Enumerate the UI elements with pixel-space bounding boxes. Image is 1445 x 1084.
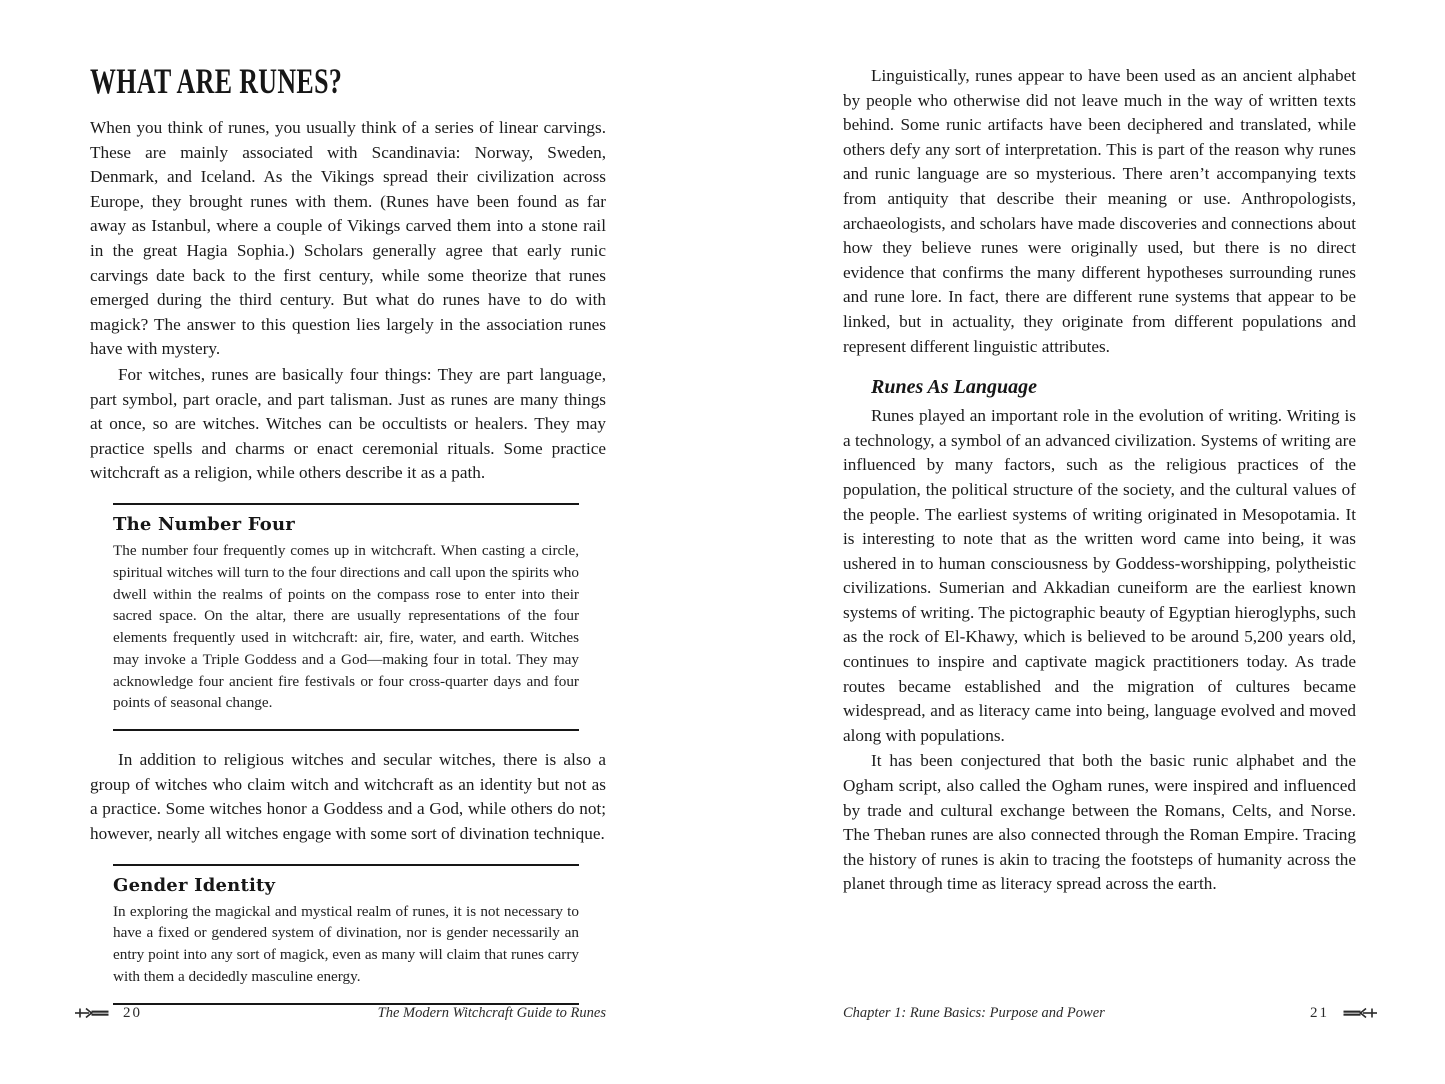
callout-body: In exploring the magickal and mystical realm of runes, it is not necessary to have a fixed or gendered system of divination, nor is gender necessarily an entry point into any sort of magick, even as many will claim that runes carry with them a decidedly masculine energy. — [113, 902, 579, 986]
callout-title: Gender Identity — [113, 874, 276, 896]
page-title: WHAT ARE RUNES? — [90, 61, 343, 101]
callout-box-the-number-four — [113, 503, 579, 731]
page-number: 20 — [123, 1004, 142, 1021]
left-page-footer — [75, 1002, 606, 1024]
right-page-footer — [843, 1002, 1377, 1024]
callout-box-gender-identity — [113, 864, 579, 1005]
callout-body: The number four frequently comes up in witchcraft. When casting a circle, spiritual witches will turn to the four directions and call upon the spirits who dwell within the realms of points on the compass rose to enter into their sacred space. On the altar, there are usually representations of the four elements frequently used in witchcraft: air, fire, water, and earth. Witches may invoke a Triple Goddess and a God—making four in total. They may acknowledge four ancient fire festivals or four cross-quarter days and four points of seasonal change. — [113, 541, 579, 712]
running-head-chapter-title: Chapter 1: Rune Basics: Purpose and Power — [843, 1004, 1105, 1021]
page-number: 21 — [1310, 1004, 1329, 1021]
paragraph-runes-as-language-2: It has been conjectured that both the basic runic alphabet and the Ogham script, also called the Ogham runes, were inspired and influenced by trade and cultural exchange between the Romans, Celts, and Norse. The Theban runes are also connected through the Roman Empire. Tracing the history of runes is akin to tracing the footsteps of humanity across the planet through time as literacy spread across the earth. — [843, 751, 1356, 894]
section-heading-runes-as-language: Runes As Language — [871, 376, 1037, 399]
right-page — [843, 64, 1356, 897]
left-page — [90, 60, 606, 1022]
paragraph-runes-as-language-1: Runes played an important role in the evolution of writing. Writing is a technology, a symbol of an advanced civilization. Systems of writing are influenced by many factors, such as the religious practices of the population, the political structure of the society, and the cultural values of the people. The earliest systems of writing originated in Mesopotamia. It is interesting to note that as the written word came into being, it was ushered in to human consciousness by Goddess-worshipping, polytheistic civilizations. Sumerian and Akkadian cuneiform are the earliest known systems of writing. The pictographic beauty of Egyptian hieroglyphs, such as the rock of El-Khawy, which is believed to be around 5,200 years old, continues to inspire and captivate magick practitioners today. As trade routes became established and the migration of cultures became widespread, and as literacy came into being, language evolved and moved along with populations. — [843, 406, 1356, 745]
arrow-ornament-icon — [75, 1006, 109, 1020]
paragraph-linguistics: Linguistically, runes appear to have been used as an ancient alphabet by people who otherwise did not leave much in the way of written texts behind. Some runic artifacts have been deciphered and translated, while others defy any sort of interpretation. This is part of the reason why runes and runic language are so mysterious. There aren’t accompanying texts from antiquity that describe their meaning or use. Anthropologists, archaeologists, and scholars have made discoveries and connections about how they believe runes were originally used, but there is no direct evidence that confirms the many different hypotheses surrounding runes and rune lore. In fact, there are different rune systems that appear to be linked, but in actuality, they originate from different populations and represent different linguistic attributes. — [843, 66, 1356, 356]
callout-title: The Number Four — [113, 513, 295, 535]
paragraph-what-are-runes-2: For witches, runes are basically four things: They are part language, part symbol, part oracle, and part talisman. Just as runes are many things at once, so are witches. Witches can be occultists or healers. They may practice spells and charms or enact ceremonial rituals. Some practice witchcraft as a religion, while others describe it as a path. — [90, 364, 606, 483]
paragraph-what-are-runes-3: In addition to religious witches and secular witches, there is also a group of witches who claim witch and witchcraft as an identity but not as a practice. Some witches honor a Goddess and a God, while others do not; however, nearly all witches engage with some sort of divination technique. — [90, 750, 606, 844]
arrow-ornament-icon — [1343, 1006, 1377, 1020]
running-head-book-title: The Modern Witchcraft Guide to Runes — [377, 1004, 606, 1021]
paragraph-what-are-runes-1: When you think of runes, you usually think of a series of linear carvings. These are mainly associated with Scandinavia: Norway, Sweden, Denmark, and Iceland. As the Vikings spread their civilization across Europe, they brought runes with them. (Runes have been found as far away as Istanbul, where a couple of Vikings carved them into a stone rail in the great Hagia Sophia.) Scholars generally agree that early runic carvings date back to the first century, while some theorize that runes emerged during the third century. But what do runes have to do with magick? The answer to this question lies largely in the association runes have with mystery. — [90, 118, 606, 359]
